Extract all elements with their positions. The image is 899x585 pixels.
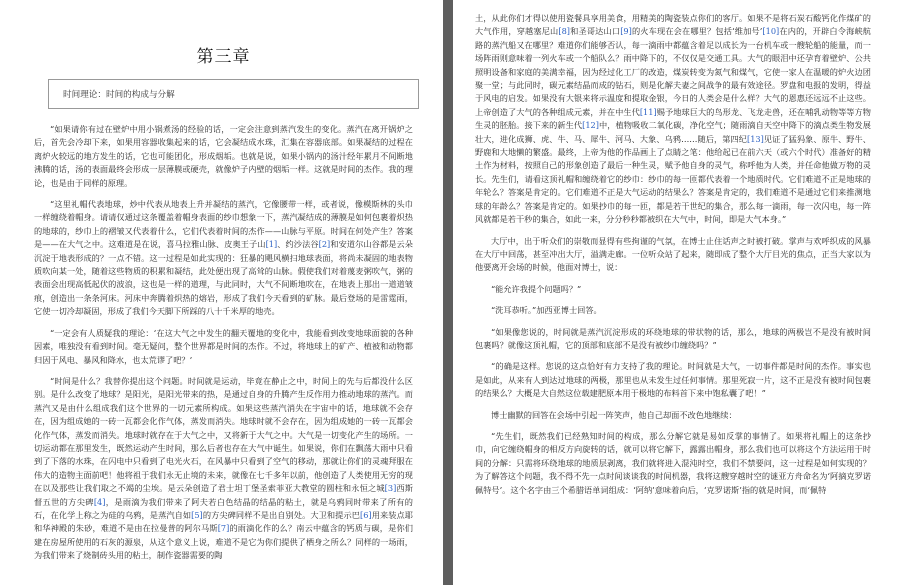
footnote-link[interactable]: [7] [217, 523, 230, 534]
footnote-link[interactable]: [8] [558, 26, 571, 37]
left-page[interactable] [0, 0, 443, 585]
paragraph: “如果像您说的，时间就是蒸汽沉淀形成的环绕地球的带状物的话，那么，地球的两极岂不是没有被时间包裹吗？就像这顶礼帽，它的顶部和底部不是没有被纱巾缠绕吗？” [475, 326, 871, 350]
footnote-link[interactable]: [6] [360, 509, 372, 520]
paragraph: “这里礼帽代表地球，炒中代表从地表上升并凝结的蒸汽，它像腰带一样，或者说，像模斯林的头巾一样缠绕着帽身。请请仅通过这条覆盖着帽身表面的纱巾想象一下，蒸汽凝结成的薄膜是如何包裹着炽热的地球的，纱巾上的褶皱又代表着什么，它们代表着时间的杰作——山脉与平原。时间在何处产生？答案是——在大气之中。这难道是在说，喜马拉雅山脉、皮奥王子山[1]、约沙法谷[2]和安道尔山谷都是云朵沉淀于地表形成的？一点不错。这一过程是如此实现的：狂暴的飓风横扫地球表面，将尚未凝固的地表物质吹向某一处，随着这些物质的积累和凝结，此处便出现了高耸的山脉。假使我们对着蔑麦粥吹气，粥的表面会出现高低起伏的波浪，这也是一样的道理，与此同时，大气不间断地吹在，在地表上那出一道道皱痕，创造出一条条河床。河床中奔腾着炽热的熔岩，形成了我们今天看到的矿脉。最后登场的是雷霆雨，它使一切冷却凝固，形成了我们今天脚下所踩的八十千米厚的地壳。 [34, 199, 413, 317]
chapter-title: 第三章 [196, 47, 251, 67]
paragraph: “先生们，既然我们已经熟知时间的构成，那么分解它就是易如反掌的事情了。如果将礼帽上的这条抄巾，向它缠绕帽身的相反方向旋转的话，就可以将它解下，露露出帽身，那么我们也可以将这个方法运用于时间的分解：只需将环绕地球的地质层剥离，我们就将进入混沌时空，我们不禁要问，这一过程是如何实现的？为了解答这个问题，我不得不先一点时间谈谈我的时间机器，我将这艘穿越时空的谜亚方舟命名为‘阿摘克罗诺佩特号’。这个名字由三个希腊语单词组成：‘阿纳’意味着向后，‘克罗诺斯’指的就是时间，而‘佩特 [475, 430, 871, 495]
footnote-link[interactable]: [11] [639, 106, 657, 117]
paragraph: 博士幽默的回答在会场中引起一阵笑声，他自己却面不改色地继续： [491, 409, 737, 420]
footnote-link[interactable]: [1] [265, 239, 278, 250]
footnote-link[interactable]: [2] [318, 239, 331, 250]
footnote-link[interactable]: [5] [191, 509, 203, 520]
section-title-box [48, 79, 419, 109]
paragraph: “一定会有人质疑我的理论：‘在这大气之中发生的翻天覆地的变化中，我能看到改变地球面貌的各种因素，唯独没有看到时间。毫无疑问，整个世界都是时间的杰作。不过，将地球上的矿产、植被和动物都归因于风电、暴风和降水，也太荒谬了吧？’ [34, 327, 413, 365]
paragraph: 大厅中，出于听众们的崇敬而显得有些拘谨的气氛，在博士止住话声之时被打破。掌声与欢呼织成的风暴在大厅中回荡，甚至冲出大厅，溢满走廊。一位听众站了起来，随即成了整个大厅目光的焦点，正当大家以为他要离开会场的时候，他面对博士，说： [475, 235, 871, 273]
paragraph: “能允许我提个问题吗？” [491, 283, 582, 294]
paragraph: “时间是什么？我替你提出这个问题。时间就是运动，毕竟在静止之中，时间上的先与后都没什么区别。是什么改变了地球？是阳光，是阳光带来的热，是通过自身的升腾产生反作用力推动地球的蒸汽。而蒸汽又是由什么组成我们这个世界的一切元素所构成。如果这些蒸汽消失在宇宙中的话，地球就不会存在，因为组成她的一砖一瓦都会化作气体，蒸发而消失。地球时就不会存在，因为组成她的一砖一瓦都会化作气体，蒸发而消失。地球时就存在于大气之中，又将新于大气之中。大气是一切变化产生的场所。一切运动都在那里发生，既然运动产生时间，那么后者也存在大气中诞生。如果说，你们在飘荡大雨中只看到了下落的水珠，在闪电中只看到了电光火石，在风暴中只看到了空气的移动，那就让你们的灵魂拜服在伟大的造物主面前吧！他将祖于我们永无止境的未来，就像在七千多年以前，他创造了人类使用无穷的现在以及那些让我们取之不竭的尘埃。是云朵创造了君士坦丁堡圣索菲亚大教堂的圆柱和永恒之城[3]西斯督五世的方尖碑[4]，是雨滴为我们带来了阿夫若白色结晶的结晶的粘土，就是乌鸦同时带来了所有的石，在化学上称之为硅的乌鸦，是蒸汽自如[5]的方尖碑同样不是出自别处。大卫和提示巴[6]用来装点耶和华神殿的朱砂，难道不是由在拉曼普的阿尔马斯[7]的雨滴化作的么？南云中蕴含的钙质与碳，是你们建在房屋所使用的石灰的源泉，从这个意义上说，难道不是它为你们提供了栖身之所么？同样的一场雨，为我们带来了烧制砖头用的粘土，制作瓷器需要的陶 [34, 375, 413, 561]
footnote-link[interactable]: [3] [384, 483, 397, 494]
section-title: 时间理论：时间的构成与分解 [63, 90, 175, 100]
paragraph: “的确是这样。您说的这点恰好有力支持了我的理论。时间就是大气，一切事件都是时间的杰作。事实也是如此，从来有人到达过地球的两极，那里也从未发生过任何事情。那里死寂一片，这不正是没有被时间包裹的结果么？大概是大自然这位载建肥原本用于极地的布料首下来中饱私囊了吧！” [475, 361, 871, 399]
paragraph: 土，从此你们才得以使用瓷餐具享用美食，用精美的陶瓷装点你们的客厅。如果不是将石炭石酸钙化作煤矿的大气作用，穿越塞尼山[8]和圣哥达山口[9]的火车现在会在哪里？包括‘维加号’[10]在内的，开辟白令海峡航路的蒸汽船又在哪里？难道你们能够否认，每一滴雨中都蕴含着足以成长为一台机车或一艘轮船的能量，而一场阵雨则意味着一列火车或一个船队么？雨中降下的，不仅仅是交通工具。大气的眼泪中还孕育着壁炉、公共照明设备和家庭的美满幸福，因为经过化工厂的改造，煤炭转变为氮气和煤气，它使一家人在温暖的炉火边团聚一堂；与此同时，碳元素结晶而成的钻石，则是化解夫妻之间战争的最有效途径。罗盘和电报的发明，得益于风电的启发。如果没有大银来将示温度和提取金银，今日的人类会是什么样？大气的恩惠还远远不止这些。上帝创造了大气的各种组成元素，并在中生代[11]赐予地球巨大的鸟形龙、飞龙走兽，还在哺乳动物等等方物生灵的胚胎。接下来的新生代[12]中，植物吸收二氧化碳，净化空气；随雨滴自天空中降下的滴点类生物发展壮大，进化成狮、虎、牛、马、犀牛、河马、大象、乌鸦……随后，第四纪[13]见证了猛犸象、原牛、野牛、野鹿和大地懒的繁盛。最终，上帝为他的作品画上了点睛之笔：他给起已在前六天（或六个时代）准备好的精土作为材料，按照自己的形象创造了最后一种生灵，赋予他自身的灵气，称呼他为人类，并任命他做万物的灵长。先生们，请看这顶礼帽和缠绕着它的纱巾：纱巾的每一匝都代表着一个地质时代。它们难道不正是地球的年轮么？答案是肯定的。它们难道不正是大气运动的结果么？答案是肯定的，我们难道不是通过它们来推测地球的年龄么？答案是肯定的。如果抄巾的每一匝，都是若干世纪的集合，那么每一滴雨，每一次闪电，每一阵风就都是若干秒的集合，如此一来，分分秒秒都被织在大气中，时间，即是大气本身。” [475, 13, 871, 225]
footnote-link[interactable]: [12] [582, 120, 599, 131]
page-gutter [443, 0, 453, 585]
paragraph: “如果请你有过在壁炉中用小锅煮汤的经验的话，一定会注意到蒸汽发生的变化。蒸汽在离开锅炉之后，首先会冷却下来，如果用容器收集起来的话，它会凝结成水珠，汇集在容器底部。如果凝结的过程在离炉火较远的地方发生的话，它也可能团化，形成烟垢。也就是说，如果小锅内的汤汁经年累月不间断地沸腾的话，汤的表面最终会形成一层薄膜或硬壳，就像炉子内壁的烟垢一样。这就是时间的杰作。我的理论，也是由于同样的原理。 [34, 124, 413, 188]
footnote-link[interactable]: [13] [747, 133, 764, 144]
footnote-link[interactable]: [10] [762, 26, 780, 37]
footnote-link[interactable]: [4] [93, 496, 106, 507]
right-page[interactable] [453, 0, 899, 585]
footnote-link[interactable]: [9] [620, 26, 632, 37]
paragraph: “洗耳恭听。”加西亚博士回答。 [491, 305, 602, 316]
